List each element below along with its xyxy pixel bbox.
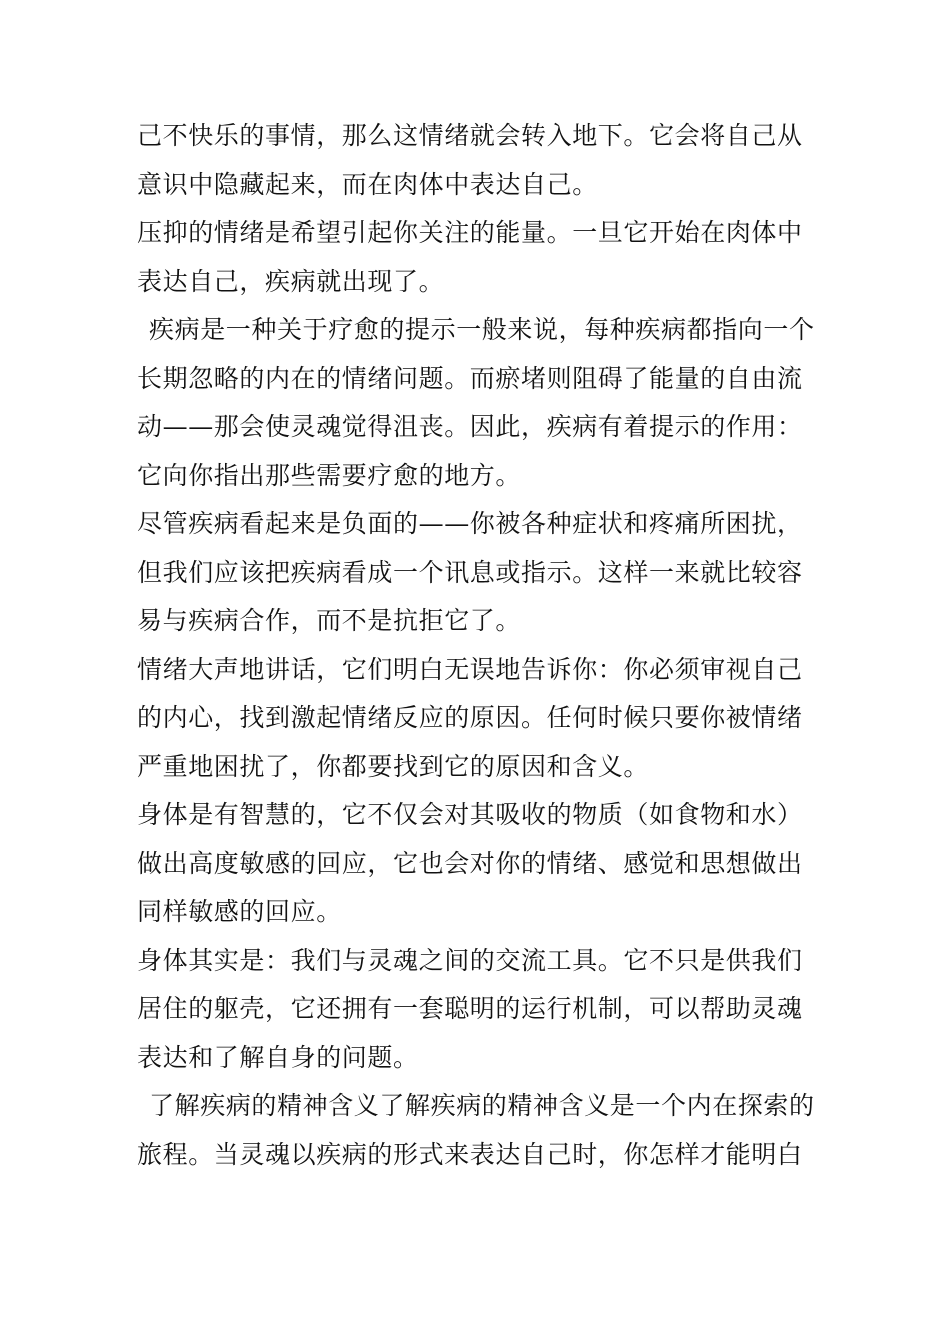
text-line: 表达自己，疾病就出现了。 [137, 266, 445, 296]
text-line: 疾病是一种关于疗愈的提示一般来说，每种疾病都指向一个 [149, 315, 815, 344]
text-line: 意识中隐藏起来，而在肉体中表达自己。 [137, 169, 598, 199]
text-line: 它向你指出那些需要疗愈的地方。 [137, 460, 522, 490]
text-line: 身体是有智慧的，它不仅会对其吸收的物质（如食物和水） [137, 800, 803, 829]
text-line: 尽管疾病看起来是负面的——你被各种症状和疼痛所困扰， [137, 509, 803, 538]
text-line: 情绪大声地讲话，它们明白无误地告诉你：你必须审视自己 [137, 654, 803, 684]
text-line: 同样敏感的回应。 [137, 897, 342, 926]
text-line: 长期忽略的内在的情绪问题。而瘀堵则阻碍了能量的自由流 [137, 363, 803, 393]
text-line: 动——那会使灵魂觉得沮丧。因此，疾病有着提示的作用： [137, 412, 803, 441]
document-text [137, 112, 817, 1179]
text-line: 了解疾病的精神含义了解疾病的精神含义是一个内在探索的 [149, 1091, 815, 1120]
text-line: 做出高度敏感的回应，它也会对你的情绪、感觉和思想做出 [137, 848, 803, 878]
text-line: 易与疾病合作，而不是抗拒它了。 [137, 606, 522, 635]
text-line: 表达和了解自身的问题。 [137, 1042, 419, 1072]
text-line: 压抑的情绪是希望引起你关注的能量。一旦它开始在肉体中 [137, 218, 803, 247]
text-line: 身体其实是：我们与灵魂之间的交流工具。它不只是供我们 [137, 945, 803, 975]
text-line: 严重地困扰了，你都要找到它的原因和含义。 [137, 751, 650, 781]
text-line: 旅程。当灵魂以疾病的形式来表达自己时，你怎样才能明白 [137, 1139, 803, 1169]
text-line: 居住的躯壳，它还拥有一套聪明的运行机制，可以帮助灵魂 [137, 994, 803, 1023]
text-line: 但我们应该把疾病看成一个讯息或指示。这样一来就比较容 [137, 557, 803, 587]
text-line: 的内心，找到激起情绪反应的原因。任何时候只要你被情绪 [137, 703, 803, 732]
text-line: 己不快乐的事情，那么这情绪就会转入地下。它会将自己从 [137, 121, 803, 150]
